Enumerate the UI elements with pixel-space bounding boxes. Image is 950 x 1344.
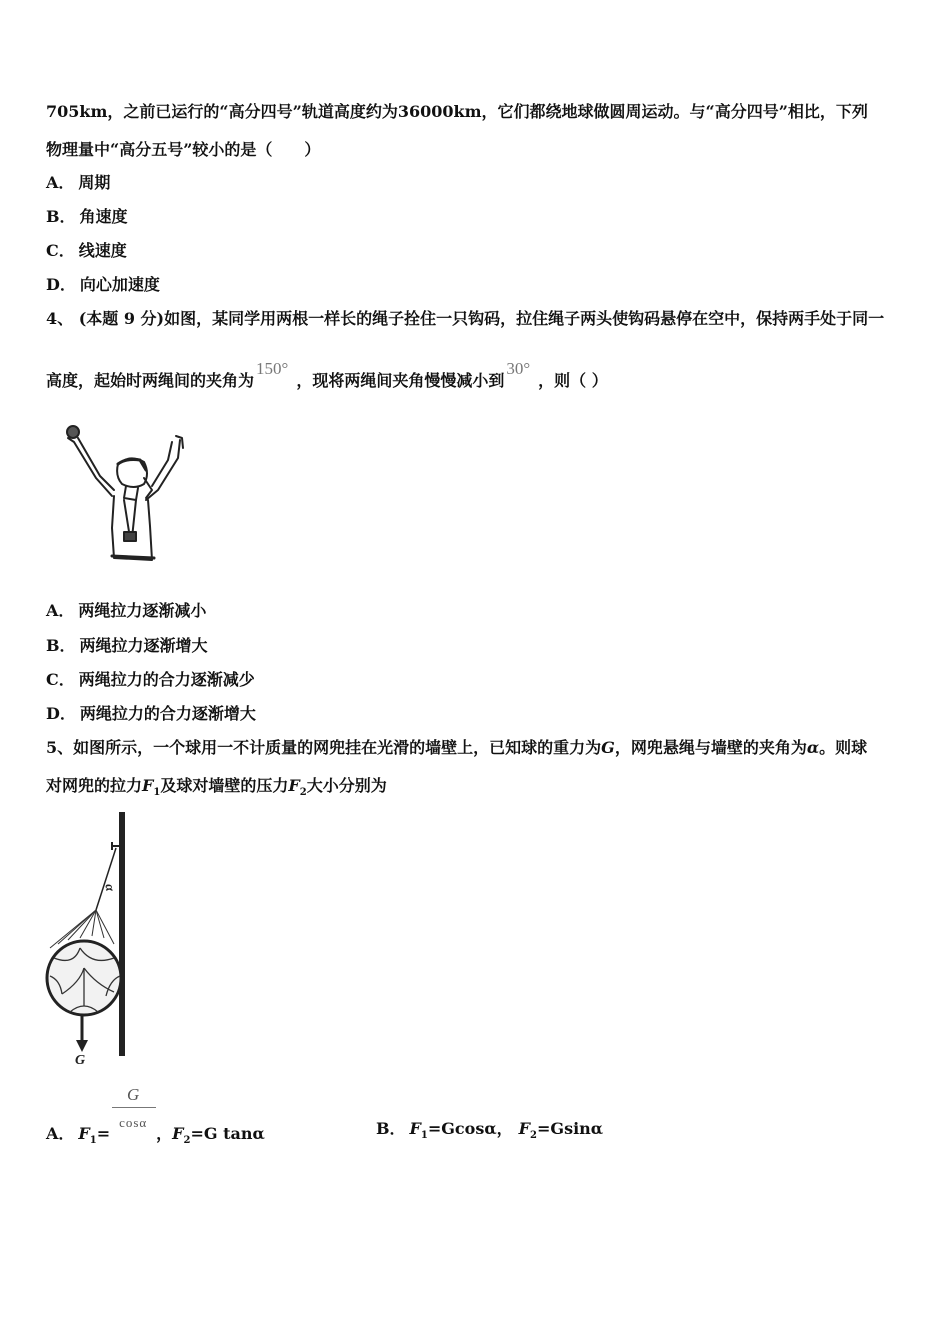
q4-option-b [46,636,208,656]
q5-stem-text-d: 对网兜的拉力 [46,776,143,795]
q4-stem-line-2 [46,359,608,391]
fraction-denominator: cosα [119,1115,148,1130]
equals-sign: = [96,1124,111,1143]
q5-option-b [376,1119,603,1146]
subscript-1: 1 [420,1130,428,1142]
option-text: 线速度 [78,241,127,260]
q5-stem-text-f: 大小分别为 [306,776,387,795]
q3-stem-line-2: 物理量中“高分五号”较小的是（ ） [46,140,321,159]
q5-stem-text-e: 及球对墙壁的压力 [160,776,289,795]
q4-stem-line-1: 4、 (本题 9 分)如图，某同学用两根一样长的绳子拴住一只钩码，拉住绳子两头使钩码悬停在空中，保持两手处于同一 [46,309,885,328]
q4-stem-text-a: 高度，起始时两绳间的夹角为 [46,371,255,390]
separator: ， [156,1124,173,1143]
ball-net-wall-figure [40,808,140,1070]
equation-tail: =G tanα [190,1124,265,1143]
option-letter: B． [46,636,76,655]
equation-part: =Gcosα， [427,1119,513,1138]
symbol-f2: F [172,1124,184,1143]
symbol-f1: F [142,776,154,795]
option-letter: B． [376,1119,406,1138]
symbol-f1: F [78,1124,90,1143]
q5-stem-text-b: ，网兜悬绳与墙壁的夹角为 [614,738,807,757]
q3-stem-line-1: 705km，之前已运行的“高分四号”轨道高度约为36000km，它们都绕地球做圆周运动。与“高分四号”相比，下列 [46,102,868,121]
q3-option-d [46,275,160,295]
student-holding-weight-figure [60,418,190,568]
subscript-2: 2 [183,1135,191,1147]
q3-option-a [46,173,110,193]
q5-stem-line-2 [46,776,387,803]
q5-stem-text-a: 5、如图所示，一个球用一不计质量的网兜挂在光滑的墙壁上，已知球的重力为 [46,738,602,757]
q5-stem-line-1 [46,738,867,758]
option-letter: C． [46,241,75,260]
q4-option-a [46,601,206,621]
q4-stem-text-c: ，则（ ） [538,371,608,390]
option-letter: A． [46,601,75,620]
option-letter: A． [46,1124,75,1143]
alpha-label: α [102,882,119,893]
angle-150: 150° [256,359,289,378]
option-letter: B． [46,207,76,226]
q3-option-c [46,241,127,261]
symbol-alpha: α [806,738,820,757]
option-letter: A． [46,173,75,192]
option-text: 两绳拉力逐渐增大 [79,636,208,655]
symbol-f2: F [288,776,300,795]
fraction-g-over-cos-alpha [110,1085,156,1139]
option-text: 向心加速度 [79,275,160,294]
fraction-numerator: G [127,1085,140,1104]
subscript-1: 1 [89,1135,97,1147]
subscript-2: 2 [299,787,307,799]
q5-option-a [46,1085,265,1151]
q4-stem-text-b: ，现将两绳间夹角慢慢减小到 [296,371,505,390]
fraction-bar [112,1107,156,1108]
symbol-f1: F [409,1119,421,1138]
option-text: 两绳拉力逐渐减小 [78,601,207,620]
option-letter: C． [46,670,75,689]
wall [119,812,125,1056]
q4-option-d [46,704,256,724]
q5-stem-text-c: 。则球 [819,738,868,757]
subscript-1: 1 [153,787,161,799]
q4-option-c [46,670,255,690]
option-letter: D． [46,704,76,723]
option-letter: D． [46,275,76,294]
symbol-g: G [601,738,615,757]
angle-30: 30° [506,359,531,378]
subscript-2: 2 [530,1130,537,1142]
symbol-f2: F [518,1119,531,1138]
option-text: 角速度 [79,207,128,226]
q3-option-b [46,207,128,227]
option-text: 两绳拉力的合力逐渐减少 [78,670,255,689]
option-text: 两绳拉力的合力逐渐增大 [79,704,256,723]
option-text: 周期 [78,173,111,192]
g-label: G [75,1053,86,1068]
equation-tail: =Gsinα [537,1119,604,1138]
